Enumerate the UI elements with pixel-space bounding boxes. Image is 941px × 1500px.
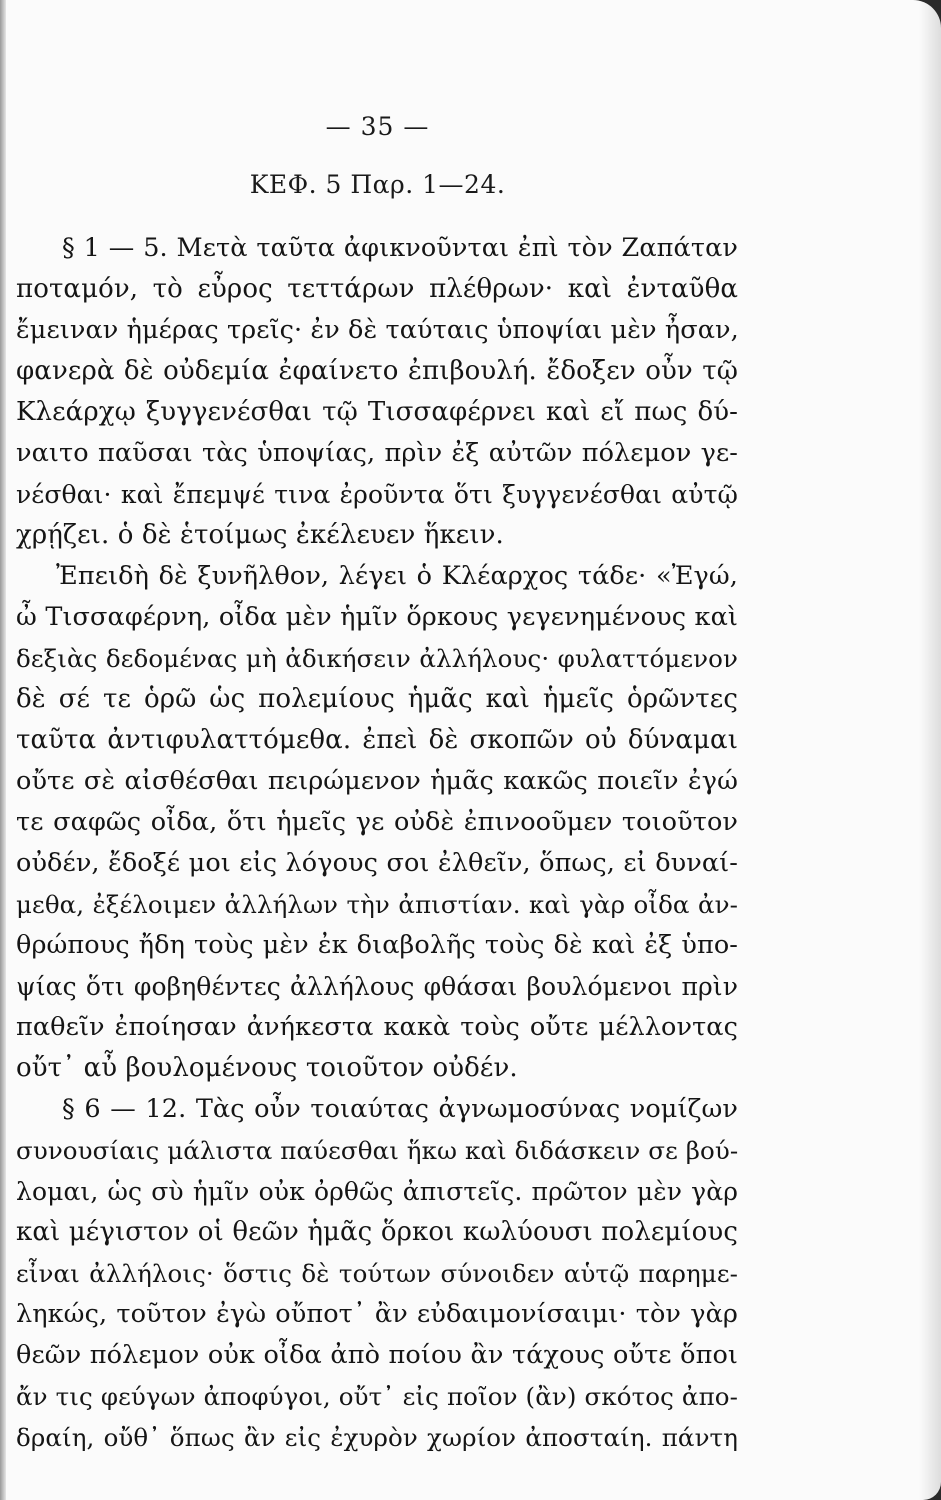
- text-line: Κλεάρχῳ ξυγγενέσθαι τῷ Τισσαφέρνει καὶ εἴ πως δύ-: [16, 397, 738, 427]
- text-line: ταῦτα ἀντιφυλαττόμεθα. ἐπεὶ δὲ σκοπῶν οὐ δύναμαι: [16, 725, 738, 755]
- text-line: εἶναι ἀλλήλοις· ὅστις δὲ τούτων σύνοιδεν αὑτῷ παρημε-: [16, 1259, 738, 1288]
- text-line: νέσθαι· καὶ ἔπεμψέ τινα ἐροῦντα ὅτι ξυγγενέσθαι αὐτῷ: [16, 480, 738, 509]
- text-line: δεξιὰς δεδομένας μὴ ἀδικήσειν ἀλλήλους· φυλαττόμενον: [16, 644, 738, 673]
- text-line: § 6 — 12. Τὰς οὖν τοιαύτας ἀγνωμοσύνας νομίζων: [62, 1094, 738, 1124]
- page-binding-edge: [0, 0, 6, 1500]
- text-line: συνουσίαις μάλιστα παύεσθαι ἥκω καὶ διδάσκειν σε βού-: [16, 1136, 739, 1165]
- text-line: ψίας ὅτι φοβηθέντες ἀλλήλους φθάσαι βουλόμενοι πρὶν: [16, 972, 738, 1001]
- body-text: [16, 228, 738, 1458]
- page-edge-shadow: [919, 0, 941, 1500]
- text-line: ἔμειναν ἡμέρας τρεῖς· ἐν δὲ ταύταις ὑποψίαι μὲν ἦσαν,: [16, 315, 739, 345]
- text-line: Ἐπειδὴ δὲ ξυνῆλθον, λέγει ὁ Κλέαρχος τάδε· «Ἐγώ,: [56, 561, 738, 591]
- chapter-heading: ΚΕΦ. 5 Παρ. 1—24.: [249, 170, 506, 199]
- text-line: τε σαφῶς οἶδα, ὅτι ἡμεῖς γε οὐδὲ ἐπινοοῦμεν τοιοῦτον: [16, 807, 738, 837]
- text-line: καὶ μέγιστον οἱ θεῶν ἡμᾶς ὅρκοι κωλύουσι πολεμίους: [16, 1217, 738, 1247]
- text-line: ναιτο παῦσαι τὰς ὑποψίας, πρὶν ἐξ αὐτῶν πόλεμον γε-: [16, 438, 738, 468]
- text-line: ὦ Τισσαφέρνη, οἶδα μὲν ἡμῖν ὅρκους γεγενημένους καὶ: [16, 602, 738, 632]
- text-line: παθεῖν ἐποίησαν ἀνήκεστα κακὰ τοὺς οὔτε μέλλοντας: [16, 1012, 738, 1042]
- text-line: ἄν τις φεύγων ἀποφύγοι, οὔτ᾽ εἰς ποῖον (ἂν) σκότος ἀπο-: [16, 1382, 738, 1411]
- text-line: δραίη, οὔθ᾽ ὅπως ἂν εἰς ἐχυρὸν χωρίον ἀποσταίη. πάντη: [16, 1423, 738, 1452]
- text-line: ληκώς, τοῦτον ἐγὼ οὔποτ᾽ ἂν εὐδαιμονίσαιμι· τὸν γὰρ: [16, 1299, 738, 1329]
- text-line: μεθα, ἐξέλοιμεν ἀλλήλων τὴν ἀπιστίαν. καὶ γὰρ οἶδα ἀν-: [16, 890, 738, 919]
- text-line: δὲ σέ τε ὁρῶ ὡς πολεμίους ἡμᾶς καὶ ἡμεῖς ὁρῶντες: [16, 684, 738, 714]
- text-line: οὔτε σὲ αἰσθέσθαι πειρώμενον ἡμᾶς κακῶς ποιεῖν ἐγώ: [16, 766, 738, 796]
- text-line: φανερὰ δὲ οὐδεμία ἐφαίνετο ἐπιβουλή. ἔδοξεν οὖν τῷ: [16, 356, 738, 386]
- text-line: θεῶν πόλεμον οὐκ οἶδα ἀπὸ ποίου ἂν τάχους οὔτε ὅποι: [16, 1340, 738, 1370]
- text-line: § 1 — 5. Μετὰ ταῦτα ἀφικνοῦνται ἐπὶ τὸν Ζαπάταν: [62, 233, 738, 263]
- page-number: — 35 —: [325, 112, 430, 141]
- text-line: θρώπους ἤδη τοὺς μὲν ἐκ διαβολῆς τοὺς δὲ καὶ ἐξ ὑπο-: [16, 930, 738, 960]
- text-line: οὐδέν, ἔδοξέ μοι εἰς λόγους σοι ἐλθεῖν, ὅπως, εἰ δυναί-: [16, 848, 738, 878]
- text-line: λομαι, ὡς σὺ ἡμῖν οὐκ ὀρθῶς ἀπιστεῖς. πρῶτον μὲν γὰρ: [16, 1177, 738, 1206]
- text-line: ποταμόν, τὸ εὖρος τεττάρων πλέθρων· καὶ ἐνταῦθα: [16, 274, 738, 304]
- text-line: οὔτ᾽ αὖ βουλομένους τοιοῦτον οὐδέν.: [16, 1053, 518, 1083]
- text-line: χρῄζει. ὁ δὲ ἑτοίμως ἐκέλευεν ἥκειν.: [16, 520, 504, 550]
